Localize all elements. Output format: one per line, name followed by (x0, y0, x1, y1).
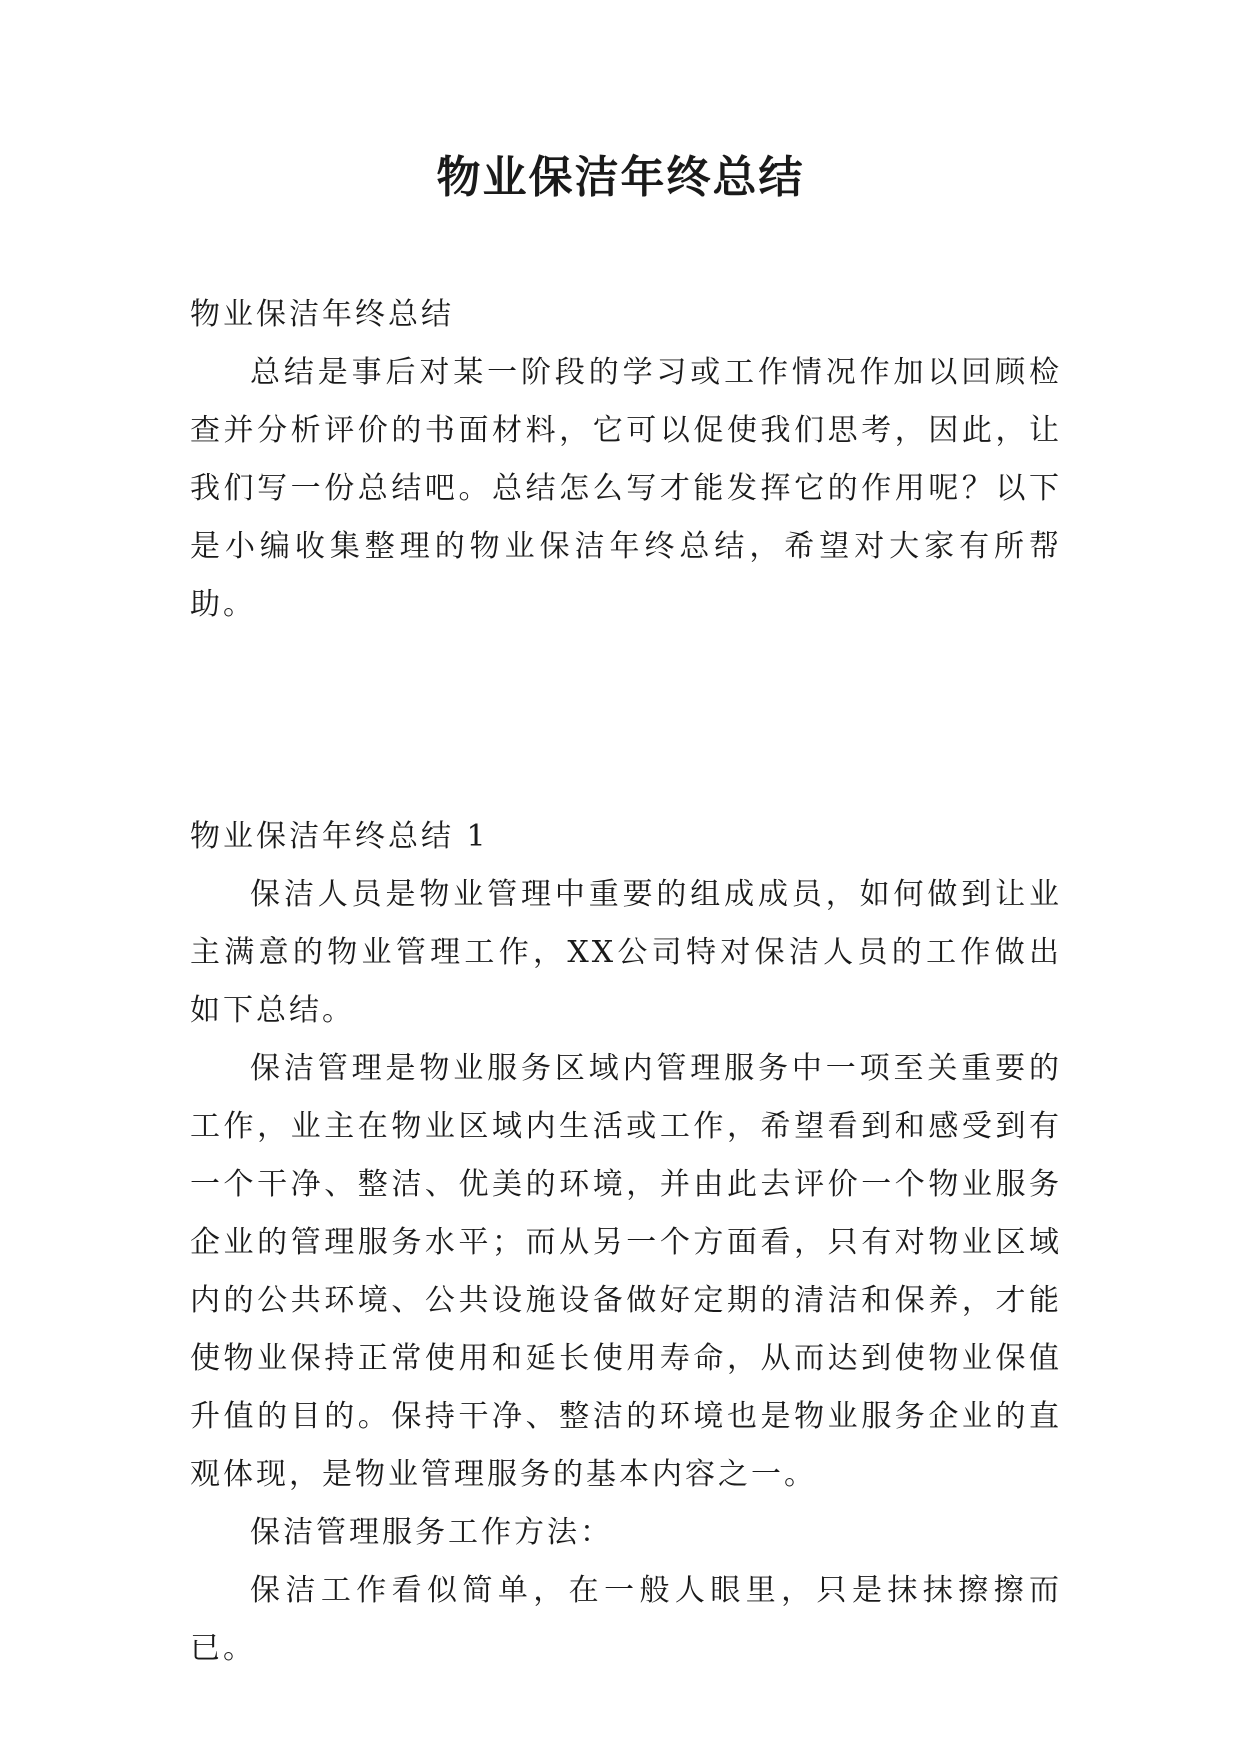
section1-heading: 物业保洁年终总结 1 (190, 819, 489, 854)
section1-paragraph: 保洁人员是物业管理中重要的组成成员，如何做到让业主满意的物业管理工作，XX公司特对保洁人员的工作做出如下总结。 (190, 877, 1062, 1028)
section1-paragraph: 保洁管理服务工作方法： (250, 1515, 613, 1550)
section-gap (190, 634, 1062, 808)
document-body (190, 286, 1062, 1678)
section1-paragraph: 保洁工作看似简单，在一般人眼里，只是抹抹擦擦而已。 (190, 1573, 1062, 1666)
intro-paragraph: 总结是事后对某一阶段的学习或工作情况作加以回顾检查并分析评价的书面材料，它可以促使我们思考，因此，让我们写一份总结吧。总结怎么写才能发挥它的作用呢？以下是小编收集整理的物业保洁年终总结，希望对大家有所帮助。 (190, 355, 1062, 622)
section1-paragraph: 保洁管理是物业服务区域内管理服务中一项至关重要的工作，业主在物业区域内生活或工作，希望看到和感受到有一个干净、整洁、优美的环境，并由此去评价一个物业服务企业的管理服务水平；而从另一个方面看，只有对物业区域内的公共环境、公共设施设备做好定期的清洁和保养，才能使物业保持正常使用和延长使用寿命，从而达到使物业保值升值的目的。保持干净、整洁的环境也是物业服务企业的直观体现，是物业管理服务的基本内容之一。 (190, 1051, 1062, 1492)
intro-heading: 物业保洁年终总结 (190, 297, 454, 332)
document-title: 物业保洁年终总结 (436, 152, 805, 203)
